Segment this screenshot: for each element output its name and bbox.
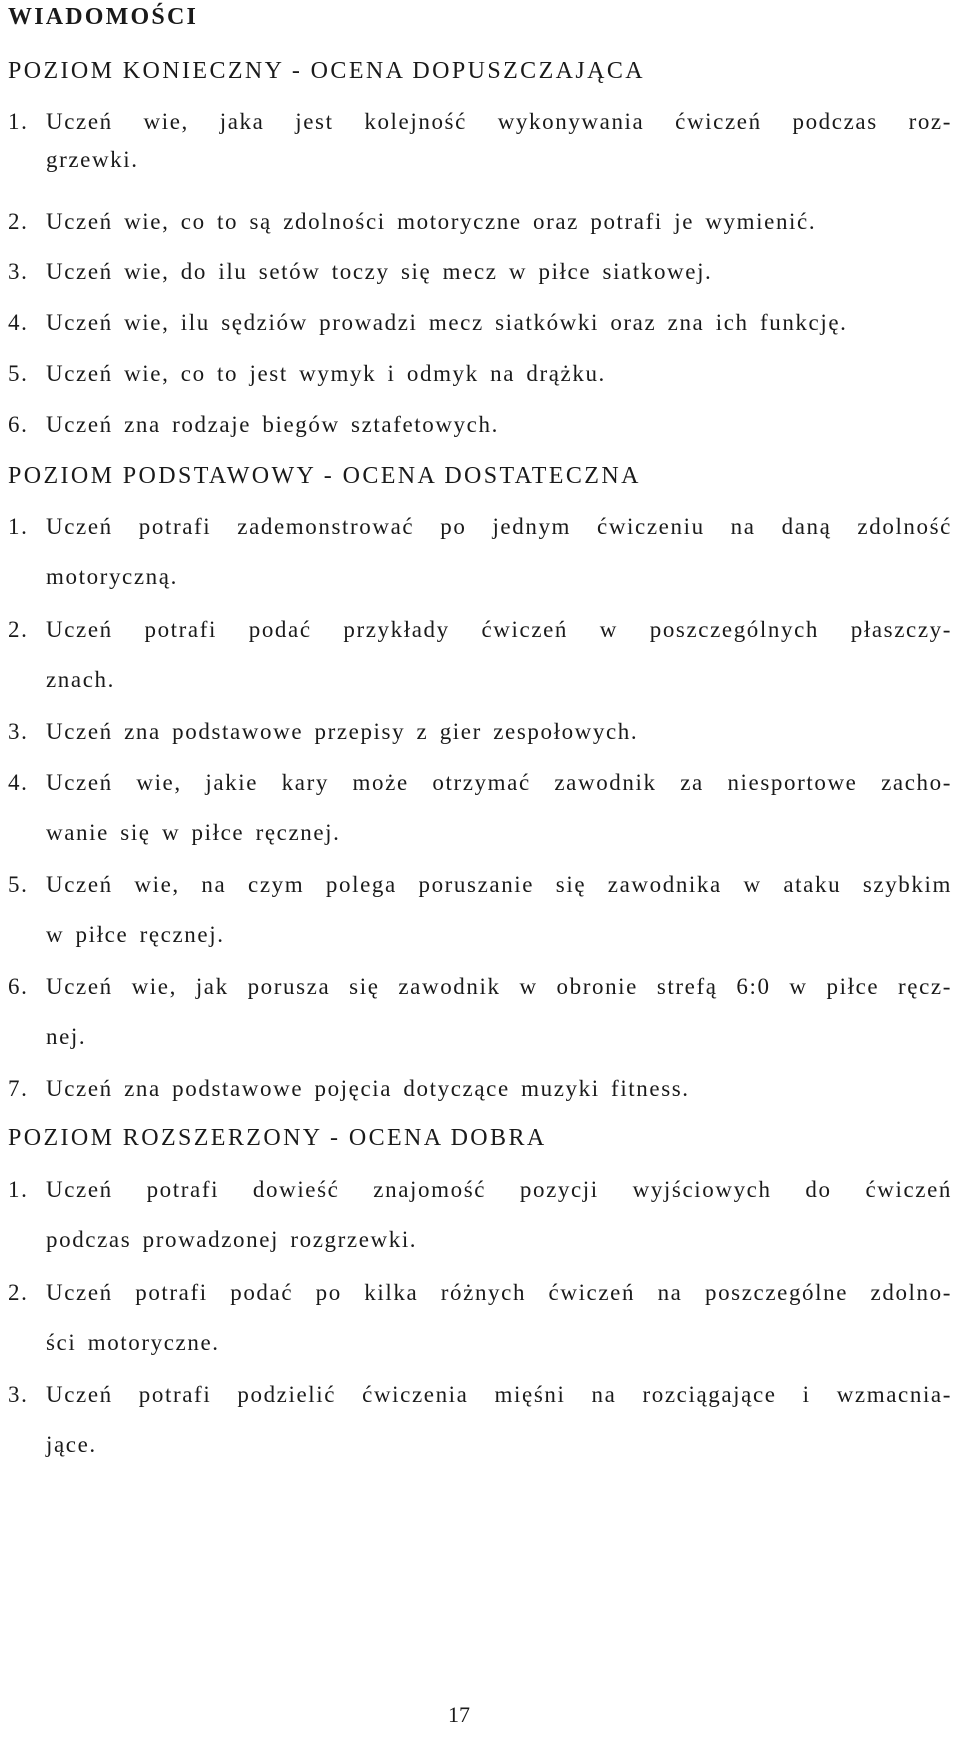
list-item [8,770,954,854]
item-number: 2. [8,209,29,234]
item-text-line1: Uczeń wie, co to są zdolności motoryczne oraz potrafi je wymienić. [46,209,817,234]
item-number: 5. [8,872,29,897]
list-item [8,872,954,956]
item-number: 7. [8,1076,29,1101]
section-heading-konieczny: POZIOM KONIECZNY - OCENA DOPUSZCZAJĄCA [8,58,645,84]
item-number: 2. [8,617,29,642]
item-text-line1: Uczeń wie, jakie kary może otrzymać zawodnik za niesportowe zacho- [46,770,952,795]
item-text-line1: Uczeń zna podstawowe pojęcia dotyczące muzyki fitness. [46,1076,690,1101]
item-text-line1: Uczeń wie, do ilu setów toczy się mecz w piłce siatkowej. [46,259,713,284]
item-text-line2: motoryczną. [46,564,178,589]
item-text-line1: Uczeń zna rodzaje biegów sztafetowych. [46,412,499,437]
page-title: WIADOMOŚCI [8,4,199,30]
section-heading-rozszerzony: POZIOM ROZSZERZONY - OCENA DOBRA [8,1125,547,1151]
item-text-line2: nej. [46,1024,87,1049]
item-text-line1: Uczeń potrafi podać przykłady ćwiczeń w poszczególnych płaszczy- [46,617,952,642]
list-item [8,209,954,239]
item-number: 6. [8,412,29,437]
item-number: 1. [8,514,29,539]
item-text-line1: Uczeń wie, na czym polega poruszanie się zawodnika w ataku szybkim [46,872,952,897]
list-item [8,719,954,749]
item-text-line2: grzewki. [46,147,139,172]
item-number: 3. [8,259,29,284]
item-number: 4. [8,310,29,335]
item-text-line1: Uczeń potrafi podzielić ćwiczenia mięśni na rozciągające i wzmacnia- [46,1382,952,1407]
item-number: 1. [8,1177,29,1202]
item-text-line1: Uczeń wie, ilu sędziów prowadzi mecz siatkówki oraz zna ich funkcję. [46,310,848,335]
list-item [8,617,954,701]
item-number: 6. [8,974,29,999]
list-item [8,109,954,189]
item-text-line1: Uczeń potrafi dowieść znajomość pozycji wyjściowych do ćwiczeń [46,1177,952,1202]
list-item [8,514,954,598]
item-text-line1: Uczeń wie, jak porusza się zawodnik w obronie strefą 6:0 w piłce ręcz- [46,974,952,999]
item-text-line2: wanie się w piłce ręcznej. [46,820,341,845]
list-item [8,1382,954,1466]
item-text-line2: jące. [46,1432,97,1457]
item-text-line1: Uczeń zna podstawowe przepisy z gier zespołowych. [46,719,639,744]
item-number: 3. [8,719,29,744]
item-text-line2: podczas prowadzonej rozgrzewki. [46,1227,418,1252]
list-item [8,259,954,289]
item-number: 5. [8,361,29,386]
item-number: 1. [8,109,29,134]
item-text-line1: Uczeń potrafi podać po kilka różnych ćwiczeń na poszczególne zdolno- [46,1280,952,1305]
list-item [8,310,954,340]
list-item [8,974,954,1058]
list-item [8,1280,954,1364]
list-item [8,1177,954,1261]
page-number: 17 [448,1702,470,1727]
item-number: 3. [8,1382,29,1407]
item-text-line1: Uczeń wie, co to jest wymyk i odmyk na drążku. [46,361,606,386]
list-item [8,361,954,391]
item-number: 4. [8,770,29,795]
item-number: 2. [8,1280,29,1305]
item-text-line1: Uczeń wie, jaka jest kolejność wykonywania ćwiczeń podczas roz- [46,109,952,134]
list-item [8,412,954,442]
list-item [8,1076,954,1106]
item-text-line2: znach. [46,667,115,692]
item-text-line1: Uczeń potrafi zademonstrować po jednym ćwiczeniu na daną zdolność [46,514,952,539]
section-heading-podstawowy: POZIOM PODSTAWOWY - OCENA DOSTATECZNA [8,463,641,489]
item-text-line2: w piłce ręcznej. [46,922,225,947]
item-text-line2: ści motoryczne. [46,1330,220,1355]
